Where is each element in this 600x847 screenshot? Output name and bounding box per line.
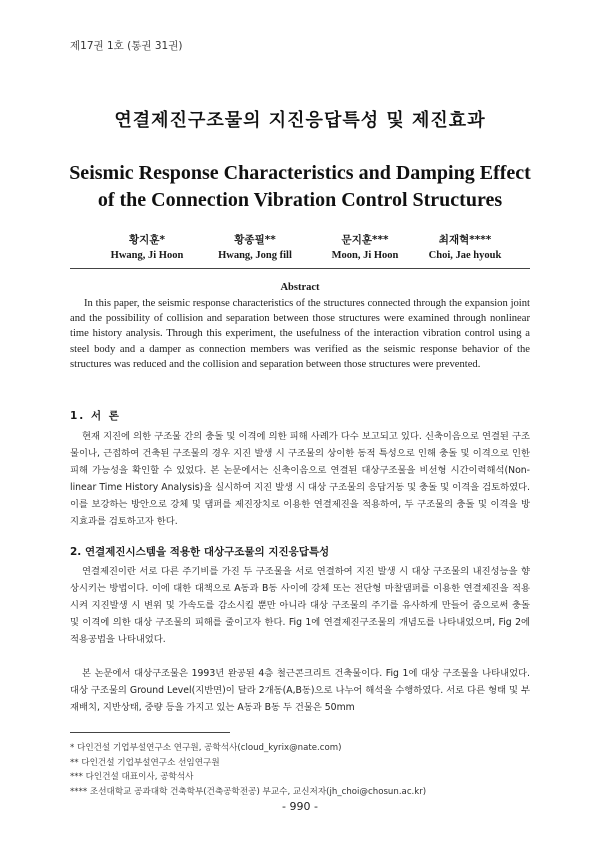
abstract-heading: Abstract <box>280 282 320 293</box>
author-name-kr: 문지훈*** <box>341 234 389 246</box>
author-name-en: Moon, Ji Hoon <box>331 250 399 261</box>
footnote: ** 다인건설 기업부설연구소 선임연구원 <box>70 757 220 768</box>
author-name-en: Hwang, Ji Hoon <box>110 250 184 261</box>
author-4 <box>400 232 530 261</box>
footnote: * 다인건설 기업부설연구소 연구원, 공학석사(cloud_kyrix@nate.com) <box>70 743 342 753</box>
english-title-line-2: of the Connection Vibration Control Structures <box>97 189 503 211</box>
footnote: **** 조선대학교 공과대학 건축학부(건축공학전공) 부교수, 교신저자(jh_choi@chosun.ac.kr) <box>70 786 427 797</box>
section-1-paragraph: 현재 지진에 의한 구조물 간의 충돌 및 이격에 의한 피해 사례가 다수 보고되고 있다. 신축이음으로 연결된 구조물이나, 근접하여 건축된 구조물의 경우 지진 발생 시 구조물의 상이한 동적 특성으로 인해 충돌 및 이격으로 인한 피해 가능성을 확인할 수 있었다. 본 논문에서는 신축이음으로 연결된 대상구조물을 비선형 시간이력해석(Non-linear Time History Analysis)을 실시하여 지진 발생 시 대상 구조물의 응답거동 및 충돌 및 이격을 검토하였다. 이를 보강하는 방안으로 강체 및 댐퍼를 제진장치로 이용한 연결제진을 적용하여, 두 구조물의 충돌 및 이격을 방지효과를 검토하고자 한다. <box>70 431 530 527</box>
author-name-en: Choi, Jae hyouk <box>428 250 502 261</box>
abstract-body: In this paper, the seismic response characteristics of the structures connected through the expansion joint and the possibility of collision and separation between those structures were examined through nonlinear time history analysis. Through this experiment, the usefulness of the interaction vibration control using a steel body and a damper as connection members was verified as the seismic response behavior of the structures was reduced and the collision and separation between those structures were prevented. <box>70 298 530 370</box>
section-2-heading: 2. 연결제진시스템을 적용한 대상구조물의 지진응답특성 <box>70 546 330 558</box>
title-divider <box>70 268 530 269</box>
section-2-paragraph-2: 본 논문에서 대상구조물은 1993년 완공된 4층 철근콘크리트 건축물이다. Fig 1에 대상 구조물을 나타내었다. 대상 구조물의 Ground Level(지반면)이 달라 2개동(A,B동)으로 나누어 해석을 수행하였다. 서로 다른 형태 및 부재배치, 지반상태, 중량 등을 가지고 있는 A동과 B동 두 건물은 50mm <box>70 668 530 713</box>
english-title <box>0 160 600 214</box>
footnote-divider <box>70 732 230 733</box>
korean-title: 연결제진구조물의 지진응답특성 및 제진효과 <box>114 110 486 131</box>
section-2-paragraph-1: 연결제진이란 서로 다른 주기비를 가진 두 구조물을 서로 연결하여 지진 발생 시 대상 구조물의 내진성능을 향상시키는 방법이다. 이에 대한 대책으로 A동과 B동 사이에 강체 또는 전단형 마찰댐퍼를 이용한 연결제진을 적용시켜 지진발생 시 변위 및 가속도를 감소시킬 뿐만 아니라 대상 구조물의 주기를 유사하게 만들어 줌으로써 충돌 및 이격에 의한 대상 구조물의 피해를 줄이고자 한다. Fig 1에 연결제진구조물의 개념도를 나타내었으며, Fig 2에 적용공법을 나타내었다. <box>70 566 530 645</box>
footnotes <box>70 741 530 799</box>
english-title-line-1: Seismic Response Characteristics and Damping Effect <box>69 162 531 184</box>
footnote: *** 다인건설 대표이사, 공학석사 <box>70 772 194 782</box>
author-name-kr: 황종필** <box>234 234 276 246</box>
author-name-kr: 황지훈* <box>129 234 165 246</box>
journal-volume: 제17권 1호 (통권 31권) <box>70 40 183 52</box>
author-name-kr: 최재혁**** <box>438 234 492 246</box>
page-number: - 990 - <box>282 800 318 813</box>
author-name-en: Hwang, Jong fill <box>218 250 292 261</box>
section-1-heading: 1. 서 론 <box>70 410 121 422</box>
